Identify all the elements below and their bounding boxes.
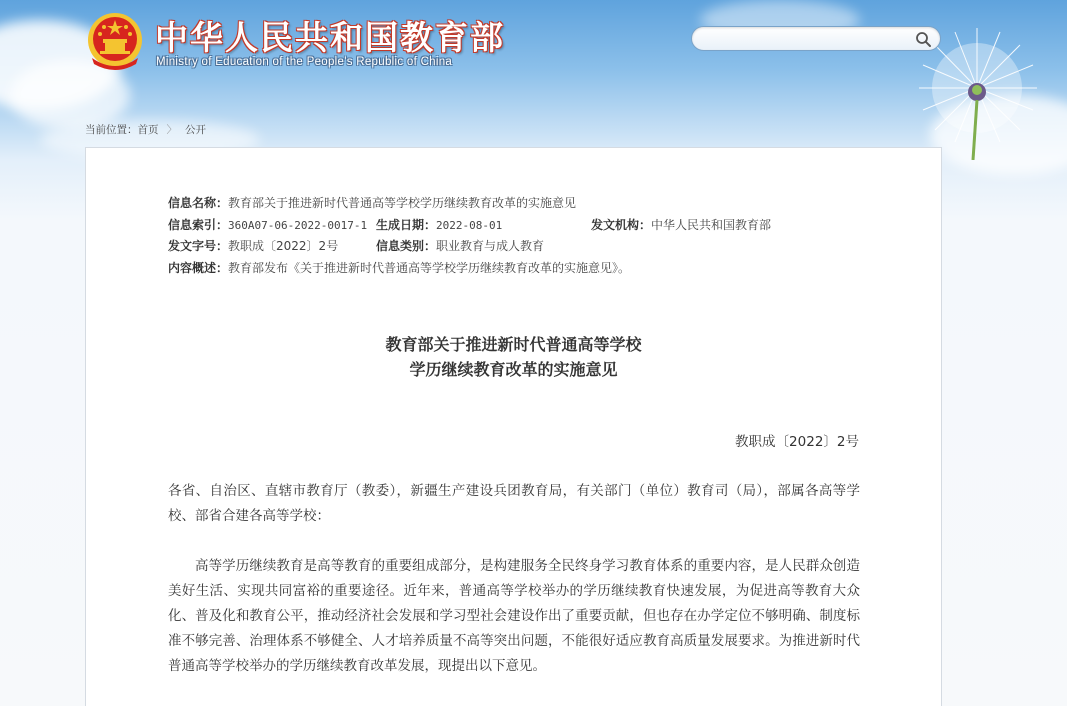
meta-row-index	[168, 216, 772, 238]
meta-label: 信息索引：	[168, 217, 229, 232]
breadcrumb-separator: 〉	[166, 124, 177, 136]
meta-category: 职业教育与成人教育	[436, 239, 545, 253]
meta-index: 360A07-06-2022-0017-1	[228, 218, 368, 232]
breadcrumb-home-link[interactable]: 首页	[137, 124, 159, 136]
content-panel	[85, 147, 942, 706]
meta-label: 信息类别：	[376, 239, 437, 253]
document-body	[168, 479, 860, 704]
site-subtitle: Ministry of Education of the People's Republic of China	[156, 56, 453, 68]
search-input[interactable]	[702, 30, 902, 48]
meta-row-summary	[168, 259, 630, 281]
search-icon[interactable]	[915, 31, 932, 48]
meta-doc-no: 教职成〔2022〕2号	[228, 239, 339, 253]
breadcrumb-prefix: 当前位置：	[85, 124, 138, 136]
breadcrumb-public-link[interactable]: 公开	[185, 124, 206, 136]
meta-date: 2022-08-01	[436, 218, 503, 232]
document-number: 教职成〔2022〕2号	[735, 434, 859, 450]
meta-issuer: 中华人民共和国教育部	[651, 217, 772, 232]
meta-summary: 教育部发布《关于推进新时代普通高等学校学历继续教育改革的实施意见》。	[228, 260, 631, 275]
site-title: 中华人民共和国教育部	[155, 18, 505, 57]
meta-label: 生成日期：	[376, 217, 437, 232]
search-box	[691, 26, 941, 51]
meta-label: 发文机构：	[591, 217, 652, 232]
meta-row-name	[168, 194, 630, 216]
document-salutation: 各省、自治区、直辖市教育厅（教委），新疆生产建设兵团教育局，有关部门（单位）教育司（局），部属各高等学校、部省合建各高等学校：	[168, 483, 860, 524]
document-title-line1: 教育部关于推进新时代普通高等学校	[385, 335, 642, 354]
meta-info-name: 教育部关于推进新时代普通高等学校学历继续教育改革的实施意见	[228, 196, 577, 210]
meta-label: 发文字号：	[168, 239, 229, 253]
meta-label: 信息名称：	[168, 196, 229, 210]
document-title-line2: 学历继续教育改革的实施意见	[409, 360, 618, 379]
document-title	[86, 332, 941, 382]
document-paragraph: 高等学历继续教育是高等教育的重要组成部分，是构建服务全民终身学习教育体系的重要内容，是人民群众创造美好生活、实现共同富裕的重要途径。近年来，普通高等学校举办的学历继续教育快速发展，为促进高等教育大众化、普及化和教育公平，推动经济社会发展和学习型社会建设作出了重要贡献，但也存在办学定位不够明确、制度标准不够完善、治理体系不够健全、人才培养质量不高等突出问题，不能很好适应教育高质量发展要求。为推进新时代普通高等学校举办的学历继续教育改革发展，现提出以下意见。	[168, 558, 860, 674]
meta-row-docno	[168, 237, 630, 259]
national-emblem-icon	[86, 10, 144, 72]
document-metadata	[168, 194, 772, 280]
breadcrumb	[85, 122, 206, 137]
meta-label: 内容概述：	[168, 260, 229, 275]
